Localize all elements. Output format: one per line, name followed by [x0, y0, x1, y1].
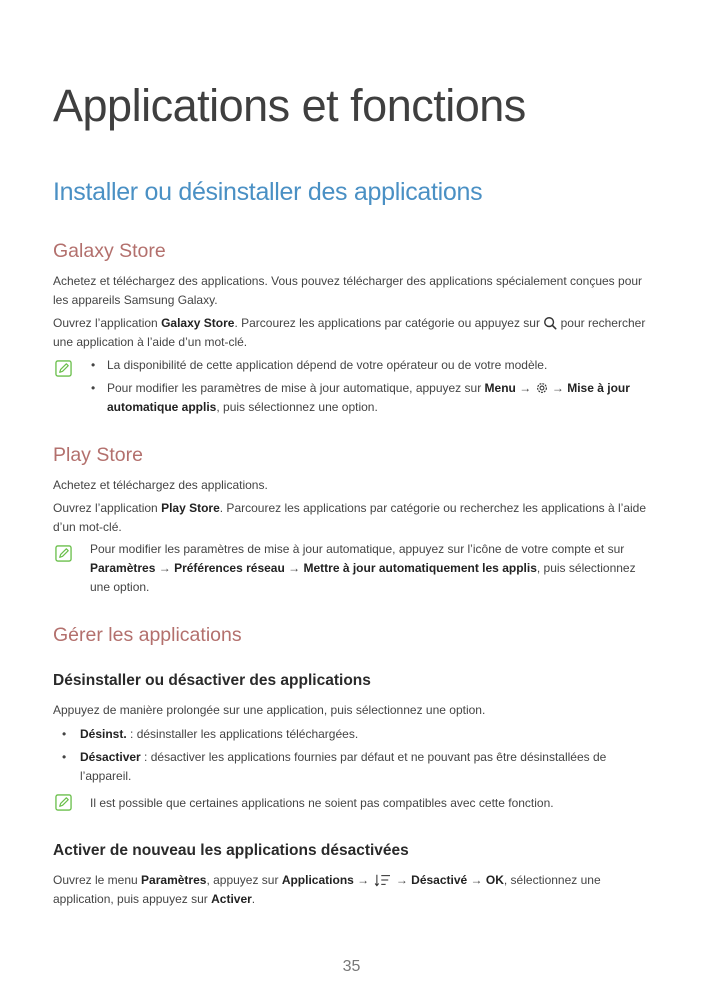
list-item: • Désactiver : désactiver les applications fournies par défaut et ne pouvant pas être désinstallées de l’appareil. [53, 748, 643, 786]
galaxy-store-notes [84, 356, 654, 421]
galaxy-store-intro: Achetez et téléchargez des applications. Vous pouvez télécharger des applications spécialement conçues pour les appareils Samsung Galaxy. [53, 274, 643, 307]
play-store-intro: Achetez et téléchargez des applications. [53, 478, 268, 492]
list-item: • Pour modifier les paramètres de mise à jour automatique, appuyez sur Menu → → Mise à jour automatique applis, puis sélectionnez une option. [84, 379, 654, 417]
list-item: • Désinst. : désinstaller les applications téléchargées. [53, 725, 643, 744]
note-pencil-icon [55, 360, 72, 377]
section-heading: Installer ou désinstaller des applications [53, 178, 483, 206]
manage-apps-heading: Gérer les applications [53, 624, 242, 646]
reactivate-subheading: Activer de nouveau les applications désactivées [53, 842, 409, 859]
list-item: • La disponibilité de cette application dépend de votre opérateur ou de votre modèle. [84, 356, 654, 375]
reactivate-instructions: Ouvrez le menu Paramètres, appuyez sur Applications → → Désactivé → OK, sélectionnez une application, puis appuyez sur Activer. [53, 873, 601, 906]
uninstall-intro: Appuyez de manière prolongée sur une application, puis sélectionnez une option. [53, 703, 486, 717]
sort-icon [373, 873, 393, 887]
uninstall-options [53, 725, 643, 790]
play-store-heading: Play Store [53, 444, 143, 466]
search-icon [543, 316, 557, 330]
page-number: 35 [342, 958, 361, 975]
play-store-instructions: Ouvrez l’application Play Store. Parcourez les applications par catégorie ou recherchez les applications à l’aide d’un mot-clé. [53, 501, 647, 534]
galaxy-store-instructions: Ouvrez l’application Galaxy Store. Parcourez les applications par catégorie ou appuyez sur pour rechercher une application à l’aide d’un mot-clé. [53, 316, 646, 349]
galaxy-store-heading: Galaxy Store [53, 240, 166, 262]
compatibility-note: Il est possible que certaines applications ne soient pas compatibles avec cette fonction. [90, 796, 554, 810]
play-store-note: Pour modifier les paramètres de mise à jour automatique, appuyez sur l’icône de votre compte et sur Paramètres → Préférences réseau → Mettre à jour automatiquement les applis, puis sélectionnez une option. [90, 542, 636, 594]
page-title: Applications et fonctions [53, 80, 526, 131]
uninstall-subheading: Désinstaller ou désactiver des applications [53, 672, 371, 689]
note-pencil-icon [55, 794, 72, 811]
gear-icon [535, 381, 549, 395]
note-pencil-icon [55, 545, 72, 562]
